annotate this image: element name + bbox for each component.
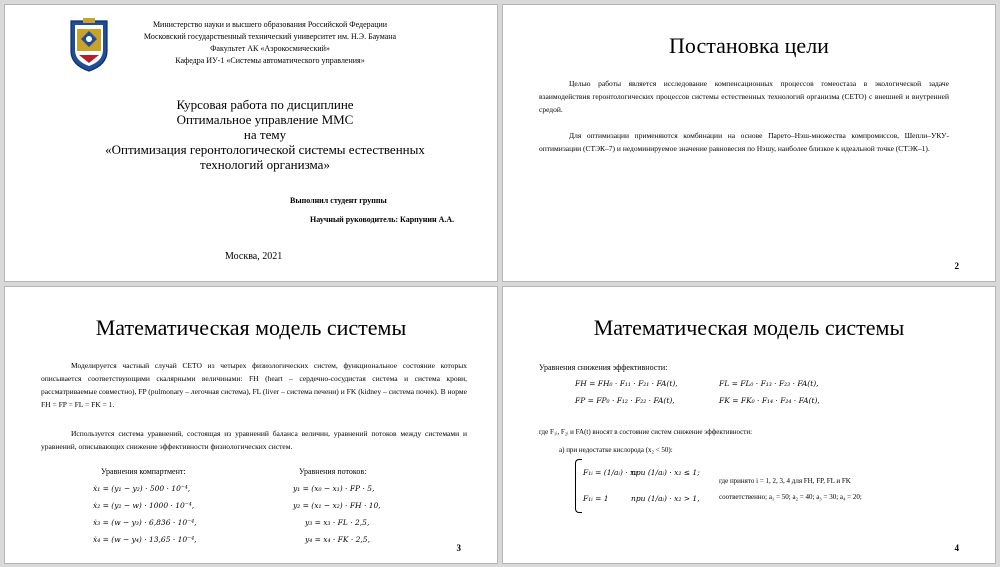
index-note: где принято i = 1, 2, 3, 4 для FH, FP, FL и FK xyxy=(719,477,851,485)
fk-equation: FK = FK₀ · F₁₄ · F₂₄ · FA(t), xyxy=(719,396,820,405)
goal-paragraph-2: Для оптимизации применяются комбинации на основе Парето–Нэш-множества компромиссов, Шепли–УКУ-оптимизации (СТЭК–7) и недоминируемое значение равновесия по Нэшу, наиболее близкое к идеальной точке (СТЭК–1). xyxy=(539,131,949,153)
coefficients-note: соответственно; a₁ = 50; a₂ = 40; a₃ = 30; a₄ = 20; xyxy=(719,493,862,501)
flow-eq-4: y₄ = x₄ · FK · 2,5, xyxy=(305,535,370,544)
flows-heading: Уравнения потоков: xyxy=(299,467,367,476)
title-line-3: на тему xyxy=(243,127,287,142)
fl-equation: FL = FL₀ · F₁₃ · F₂₃ · FA(t), xyxy=(719,379,819,388)
where-line: где F₁ᵢ, F₂ᵢ и FA(t) вносят в состояние систем снижение эффективности: xyxy=(539,428,753,436)
compartment-eq-2: ẋ₂ = (y₂ − w) · 1000 · 10⁻⁴, xyxy=(93,501,195,510)
university-emblem-icon xyxy=(67,17,111,73)
compartment-eq-4: ẋ₄ = (w − y₄) · 13,65 · 10⁻⁴, xyxy=(93,535,197,544)
title-line-2: Оптимальное управление ММС xyxy=(176,112,354,127)
page-number: 3 xyxy=(456,543,461,553)
compartment-eq-1: ẋ₁ = (y₁ − y₂) · 500 · 10⁻⁴, xyxy=(93,484,191,493)
slide-1-title[interactable] xyxy=(4,4,498,282)
institution-department: Кафедра ИУ-1 «Системы автоматического управления» xyxy=(175,56,365,65)
compartment-eq-3: ẋ₃ = (w − y₃) · 6,836 · 10⁻⁴, xyxy=(93,518,197,527)
slide-title: Математическая модель системы xyxy=(95,315,407,340)
case-1-lhs: F₁ᵢ = (1/aᵢ) · x₂ xyxy=(583,468,638,477)
page-number: 4 xyxy=(954,543,959,553)
case-2-lhs: F₁ᵢ = 1 xyxy=(583,494,609,503)
efficiency-heading: Уравнения снижения эффективности: xyxy=(539,363,668,372)
slide-2-goal[interactable] xyxy=(502,4,996,282)
case-2-condition: при (1/aᵢ) · x₂ > 1, xyxy=(631,494,700,503)
institution-faculty: Факультет АК «Аэрокосмический» xyxy=(210,44,330,53)
slide-4-model[interactable] xyxy=(502,286,996,564)
coursework-title xyxy=(45,97,485,172)
case-a-label: а) при недостатке кислорода (x₂ < 50): xyxy=(559,446,673,454)
institution-university: Московский государственный технический университет им. Н.Э. Баумана xyxy=(143,32,397,41)
page-number: 2 xyxy=(954,261,959,271)
slide-title: Математическая модель системы xyxy=(593,315,905,340)
institution-ministry: Министерство науки и высшего образования Российской Федерации xyxy=(152,20,388,29)
slide-3-model[interactable] xyxy=(4,286,498,564)
model-paragraph-1: Моделируется частный случай СЕТО из четырех физиологических систем, функциональное состояние которых описывается соответствующими скалярными величинами: FH (heart – сердечно-сосудистая система и система крови, рассматриваемые совместно), FP (pulmonary – легочная система), FL (liver – система печени) и FK (kidney – система почек). В норме FH = FP = FL = FK = 1. xyxy=(41,361,467,409)
title-line-5: технологий организма» xyxy=(200,157,330,172)
supervisor-label: Научный руководитель: Карпунин А.А. xyxy=(310,215,455,224)
flow-eq-2: y₂ = (x₁ − x₂) · FH · 10, xyxy=(293,501,381,510)
institution-block xyxy=(120,19,420,67)
title-line-1: Курсовая работа по дисциплине xyxy=(176,97,354,112)
city-year: Москва, 2021 xyxy=(225,251,283,262)
case-1-condition: при (1/aᵢ) · x₂ ≤ 1; xyxy=(631,468,700,477)
fh-equation: FH = FH₀ · F₁₁ · F₂₁ · FA(t), xyxy=(575,379,678,388)
cases-brace xyxy=(575,459,582,513)
model-paragraph-2: Используется система уравнений, состоящая из уравнений баланса величин, уравнений потоков между системами и уравнений, описывающих снижение эффективности физиологических систем. xyxy=(41,429,467,451)
title-line-4: «Оптимизация геронтологической системы естественных xyxy=(105,142,425,157)
compartment-heading: Уравнения компартмент: xyxy=(101,467,186,476)
performer-label: Выполнил студент группы xyxy=(290,196,387,205)
flow-eq-3: y₃ = x₃ · FL · 2,5, xyxy=(305,518,370,527)
flow-eq-1: y₁ = (x₀ − x₁) · FP · 5, xyxy=(293,484,375,493)
goal-paragraph-1: Целью работы является исследование компенсационных процессов гомеостаза в экологической задаче взаимодействия геронтологических процессов системы естественных технологий организма (СЕТО) с внешней и внутренней средой. xyxy=(539,79,949,114)
fp-equation: FP = FP₀ · F₁₂ · F₂₂ · FA(t), xyxy=(575,396,675,405)
slide-title: Постановка цели xyxy=(669,33,829,58)
